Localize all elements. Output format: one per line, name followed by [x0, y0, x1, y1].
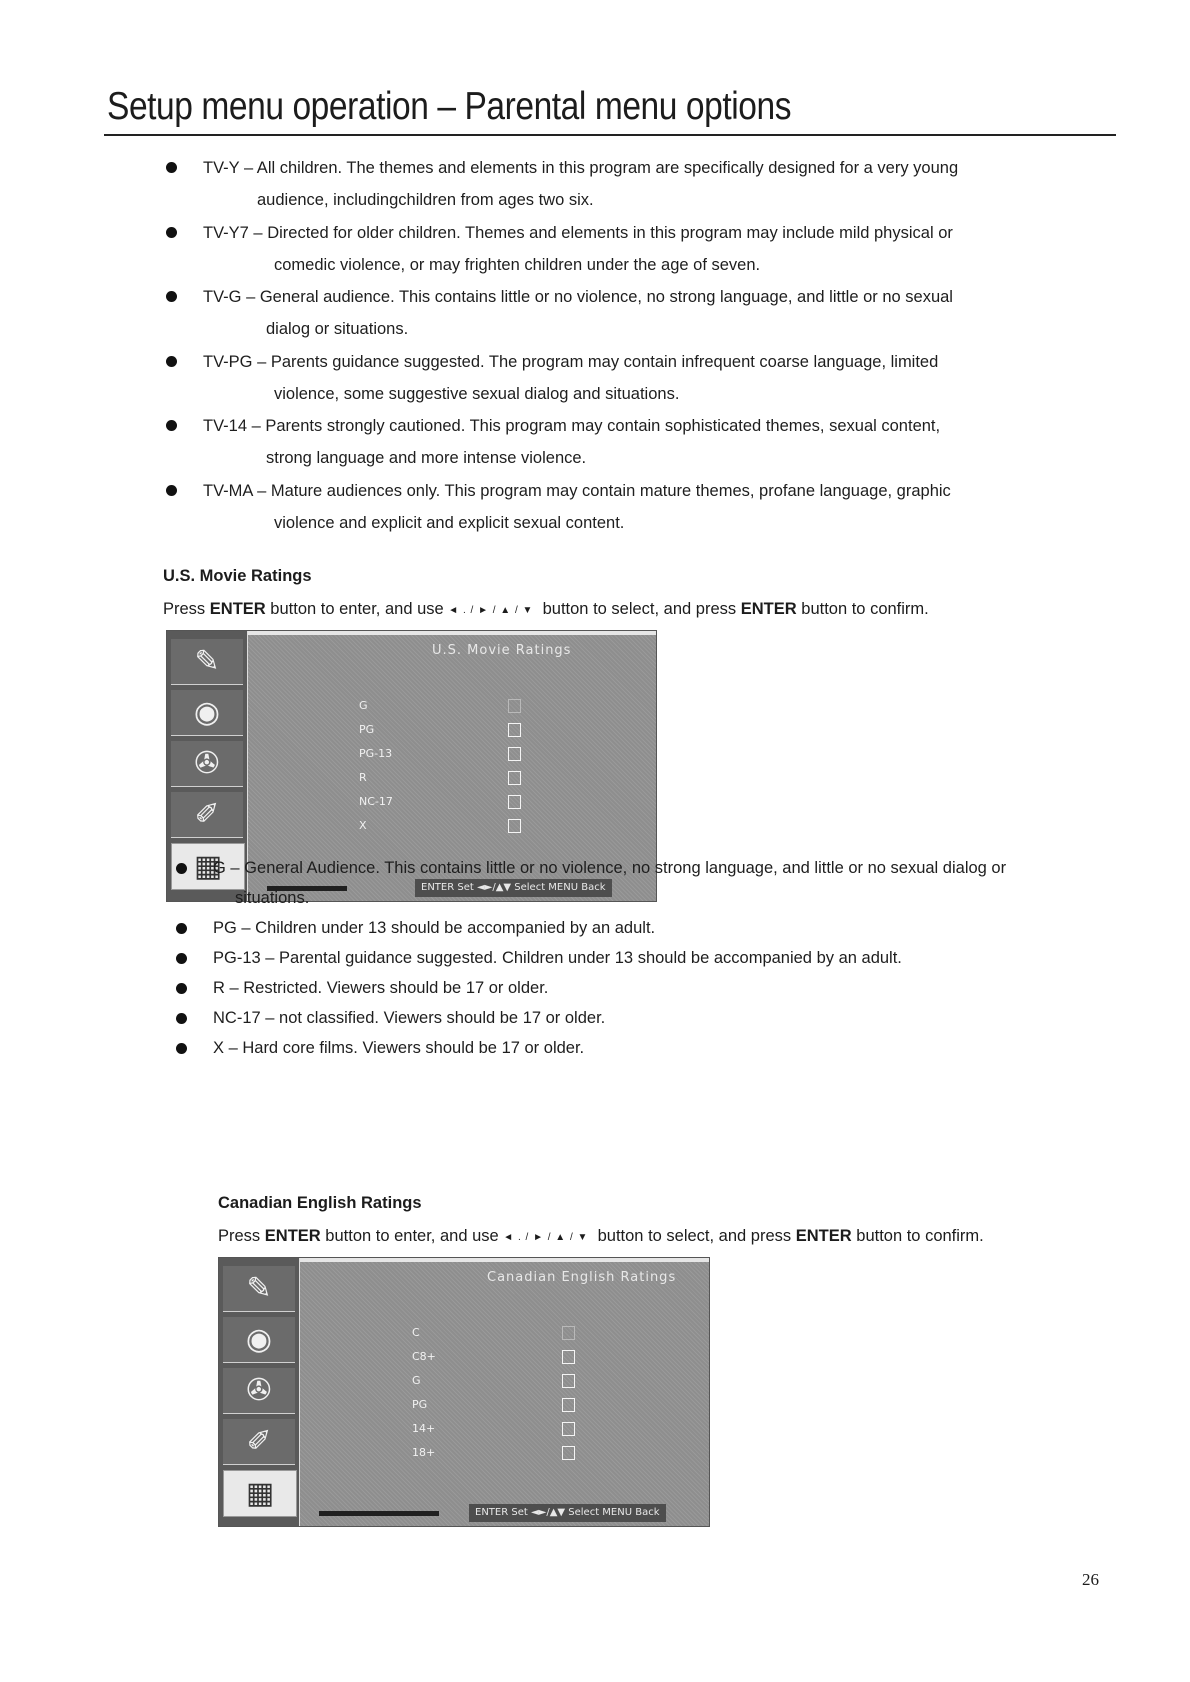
list-item: TV-Y7 – Directed for older children. Themes and elements in this program may include mild physical or comedic violence, or may frighten children under the age of seven. [166, 217, 1106, 282]
list-item: G – General Audience. This contains little or no violence, no strong language, and little or no sexual dialog or situations. [176, 853, 1106, 913]
setup-icon: ✐ [171, 792, 243, 838]
rating-checkbox[interactable] [562, 1446, 575, 1460]
arrow-keys-icon: ◄ . / ► / ▲ / ▼ [503, 1232, 589, 1243]
osd-footer-hints: ENTER Set ◄►/▲▼ Select MENU Back [415, 879, 612, 897]
channel-icon: ✇ [223, 1368, 295, 1414]
osd-sidebar [219, 1258, 300, 1526]
rating-checkbox[interactable] [562, 1398, 575, 1412]
bullet-icon [166, 420, 177, 431]
rating-checkbox[interactable] [508, 771, 521, 785]
osd-item-label: G [412, 1374, 421, 1387]
osd-item-label: PG-13 [359, 747, 393, 760]
picture-icon: ✎ [171, 639, 243, 685]
setup-icon: ✐ [223, 1419, 295, 1465]
us-movie-instruction: Press ENTER button to enter, and use ◄ . / ► / ▲ / ▼ button to select, and press ENTER button to confirm. [163, 600, 929, 618]
rating-checkbox[interactable] [562, 1374, 575, 1388]
list-item: NC-17 – not classified. Viewers should be 17 or older. [176, 1003, 1106, 1033]
osd-title: Canadian English Ratings [487, 1270, 677, 1285]
movie-ratings-list [176, 853, 1106, 1063]
page-title: Setup menu operation – Parental menu options [107, 85, 792, 128]
canadian-english-ratings-heading: Canadian English Ratings [218, 1194, 422, 1212]
osd-item-label: PG [359, 723, 375, 736]
rating-checkbox[interactable] [508, 819, 521, 833]
audio-icon: ◉ [171, 690, 243, 736]
bullet-icon [166, 227, 177, 238]
osd-item-label: G [359, 699, 368, 712]
channel-icon: ✇ [171, 741, 243, 787]
bullet-icon [176, 1043, 187, 1054]
list-item: R – Restricted. Viewers should be 17 or older. [176, 973, 1106, 1003]
bullet-icon [166, 485, 177, 496]
page-number: 26 [1082, 1570, 1099, 1589]
arrow-keys-icon: ◄ . / ► / ▲ / ▼ [448, 605, 534, 616]
osd-item-label: X [359, 819, 367, 832]
parental-icon: ▦ [223, 1470, 297, 1517]
bullet-icon [166, 162, 177, 173]
bullet-icon [176, 953, 187, 964]
list-item: TV-G – General audience. This contains little or no violence, no strong language, and little or no sexual dialog or situations. [166, 281, 1106, 346]
osd-item-label: 18+ [412, 1446, 436, 1459]
rating-checkbox[interactable] [508, 723, 521, 737]
rating-checkbox[interactable] [508, 699, 521, 713]
bullet-icon [176, 923, 187, 934]
bullet-icon [176, 1013, 187, 1024]
list-item: TV-MA – Mature audiences only. This program may contain mature themes, profane language, graphic violence and explicit and explicit sexual content. [166, 475, 1106, 540]
list-item: TV-14 – Parents strongly cautioned. This program may contain sophisticated themes, sexual content, strong language and more intense violence. [166, 410, 1106, 475]
osd-item-label: C [412, 1326, 420, 1339]
bullet-icon [176, 863, 187, 874]
audio-icon: ◉ [223, 1317, 295, 1363]
osd-footer-hints: ENTER Set ◄►/▲▼ Select MENU Back [469, 1504, 666, 1522]
rating-checkbox[interactable] [508, 747, 521, 761]
list-item: PG-13 – Parental guidance suggested. Children under 13 should be accompanied by an adult. [176, 943, 1106, 973]
picture-icon: ✎ [223, 1266, 295, 1312]
bullet-icon [176, 983, 187, 994]
rating-checkbox[interactable] [562, 1350, 575, 1364]
rating-checkbox[interactable] [508, 795, 521, 809]
osd-item-label: NC-17 [359, 795, 393, 808]
list-item: PG – Children under 13 should be accompanied by an adult. [176, 913, 1106, 943]
parental-icon: ▦ [171, 843, 245, 890]
bullet-icon [166, 356, 177, 367]
osd-item-label: 14+ [412, 1422, 436, 1435]
osd-item-label: R [359, 771, 367, 784]
title-divider [104, 134, 1116, 136]
rating-checkbox[interactable] [562, 1326, 575, 1340]
list-item: TV-PG – Parents guidance suggested. The program may contain infrequent coarse language, limited violence, some suggestive sexual dialog and situations. [166, 346, 1106, 411]
osd-item-label: C8+ [412, 1350, 436, 1363]
tv-ratings-list [166, 152, 1106, 539]
bullet-icon [166, 291, 177, 302]
list-item: X – Hard core films. Viewers should be 17 or older. [176, 1033, 1106, 1063]
canadian-english-osd-screenshot [218, 1257, 710, 1527]
osd-title: U.S. Movie Ratings [432, 643, 572, 658]
rating-checkbox[interactable] [562, 1422, 575, 1436]
list-item: TV-Y – All children. The themes and elements in this program are specifically designed for a very young audience, includingchildren from ages two six. [166, 152, 1106, 217]
us-movie-ratings-heading: U.S. Movie Ratings [163, 567, 312, 585]
canadian-english-instruction: Press ENTER button to enter, and use ◄ . / ► / ▲ / ▼ button to select, and press ENTER button to confirm. [218, 1227, 984, 1245]
osd-item-label: PG [412, 1398, 428, 1411]
